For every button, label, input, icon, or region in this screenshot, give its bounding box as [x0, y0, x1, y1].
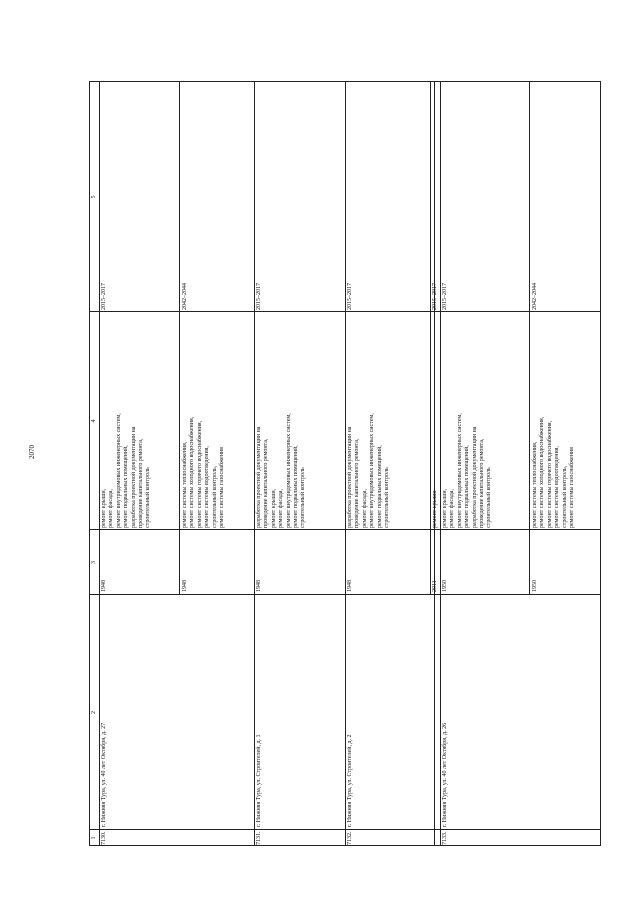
work-line: разработка проектной документации на	[130, 426, 137, 528]
build-year: 1948	[182, 580, 188, 592]
build-year: 2011	[432, 580, 438, 592]
row-divider	[254, 81, 255, 846]
work-period: 2015–2017	[256, 283, 262, 310]
header-divider	[99, 81, 100, 846]
build-year: 1950	[442, 580, 448, 592]
work-line: ремонт системы горячего водоснабжения,	[546, 420, 553, 528]
work-line: ремонт системы холодного водоснабжения,	[189, 416, 196, 528]
work-line: ремонт внутридомовых инженерных систем,	[456, 413, 463, 528]
row-number: 7130.	[101, 831, 107, 845]
work-line: ремонт подвальных помещений,	[123, 445, 130, 528]
column-header: 5	[91, 195, 97, 199]
work-line: ремонт крыши,	[270, 488, 277, 528]
build-year: 1950	[532, 580, 538, 592]
work-line: строительный контроль,	[561, 465, 568, 528]
address: г. Нижняя Тура, ул. Строителей, д. 1	[256, 734, 262, 827]
column-header: 2	[91, 711, 97, 714]
work-line: проведение капитального ремонта,	[263, 438, 270, 528]
work-line: ремонт системы водоотведения,	[554, 446, 561, 528]
row-divider	[345, 81, 346, 846]
work-line: строительный контроль	[486, 467, 493, 528]
work-line: ремонт фасада,	[278, 489, 285, 528]
work-period: 2042–2044	[532, 283, 538, 310]
subrow-divider	[430, 82, 431, 595]
work-line: строительный контроль	[145, 467, 152, 528]
subrow-divider	[529, 82, 530, 595]
work-line: проведение капитального ремонта,	[138, 438, 144, 528]
work-line: ремонт системы газоснабжения	[219, 447, 225, 528]
work-line: ремонт внутридомовых инженерных систем,	[369, 413, 376, 528]
work-line: строительный контроль	[300, 467, 307, 528]
work-line: ремонт системы водоотведения,	[204, 446, 211, 528]
work-line: ремонт системы теплоснабжения,	[182, 441, 188, 528]
work-period: 2015–2017	[442, 283, 448, 310]
row-divider	[434, 81, 435, 846]
work-line: ремонт системы горячего водоснабжения,	[196, 420, 203, 528]
column-header: 1	[91, 836, 97, 840]
address: г. Нижняя Тура, ул. 40 лет Октября, д. 26	[442, 722, 448, 827]
work-period: 2015–2017	[432, 283, 438, 310]
work-line: ремонт крыши,	[442, 488, 448, 528]
work-line: ремонт подвальных помещений,	[464, 445, 471, 528]
work-line: ремонт системы газоснабжения	[569, 447, 575, 528]
work-line: ремонт фасада,	[361, 489, 368, 528]
work-line: ремонт внутридомовых инженерных систем,	[115, 413, 122, 528]
work-line: ремонт подвальных помещений,	[293, 445, 299, 528]
row-divider	[440, 81, 441, 846]
work-line: ремонт внутридомовых инженерных систем,	[285, 413, 292, 528]
work-period: 2015–2017	[347, 283, 353, 310]
rotated-table	[89, 81, 601, 846]
work-line: разработка проектной документации на	[347, 426, 353, 528]
column-header: 3	[91, 561, 97, 564]
work-line: ремонт подвальных помещений,	[376, 445, 383, 528]
row-number: 7132.	[347, 831, 353, 845]
build-year: 1948	[347, 580, 353, 592]
column-header: 4	[91, 419, 97, 423]
work-line: строительный контроль,	[211, 465, 218, 528]
row-number: 7131.	[256, 831, 262, 845]
work-line: разработка проектной документации на	[256, 426, 262, 528]
address: г. Нижняя Тура, ул. Строителей, д. 2	[347, 734, 353, 827]
build-year: 1948	[256, 580, 262, 592]
work-line: строительный контроль	[384, 467, 390, 528]
work-line: ремонт крыши	[432, 490, 438, 528]
work-line: ремонт крыши,	[101, 488, 107, 528]
work-line: ремонт системы холодного водоснабжения,	[539, 416, 546, 528]
work-line: проведение капитального ремонта,	[479, 438, 485, 528]
address: г. Нижняя Тура, ул. 40 лет Октября, д. 27	[101, 722, 107, 827]
work-line: разработка проектной документации на	[471, 426, 478, 528]
work-line: ремонт системы теплоснабжения,	[532, 441, 538, 528]
work-period: 2042–2044	[182, 283, 188, 310]
work-line: ремонт фасада,	[449, 489, 456, 528]
work-line: проведение капитального ремонта,	[354, 438, 361, 528]
subrow-divider	[179, 82, 180, 595]
row-number: 7133.	[442, 831, 448, 845]
work-period: 2015–2017	[101, 283, 107, 310]
build-year: 1948	[101, 580, 107, 592]
work-line: ремонт фасада,	[108, 489, 115, 528]
table-border-bottom	[600, 81, 601, 846]
page-number: 2070	[28, 445, 36, 459]
